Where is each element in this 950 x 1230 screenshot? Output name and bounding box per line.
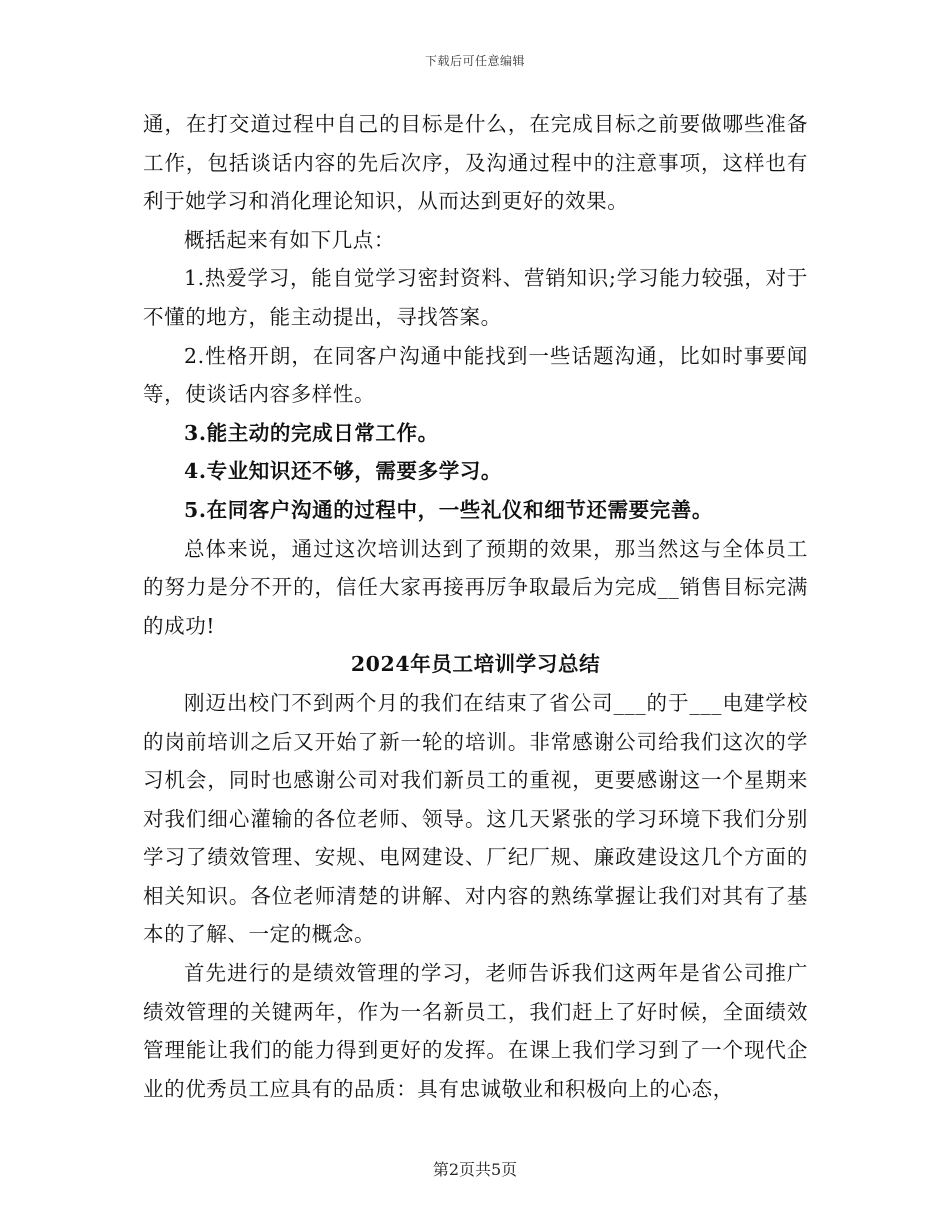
paragraph-summary-lead: 概括起来有如下几点： [184,227,395,252]
list-item-5: 5.在同客户沟通的过程中，一些礼仪和细节还需要完善。 [184,497,713,522]
list-item-4: 4.专业知识还不够，需要多学习。 [184,459,502,484]
list-item-3: 3.能主动的完成日常工作。 [184,420,439,445]
page-header: 下载后可任意编辑 [424,54,525,68]
document-body [143,105,808,1108]
list-item-1: 1.热爱学习，能自觉学习密封资料、营销知识;学习能力较强，对于不懂的地方，能主动提出，寻找答案。 [143,266,808,329]
section-title: 2024年员工培训学习总结 [350,652,601,677]
paragraph-intro-continuation: 通，在打交道过程中自己的目标是什么，在完成目标之前要做哪些准备工作，包括谈话内容的先后次序，及沟通过程中的注意事项，这样也有利于她学习和消化理论知识，从而达到更好的效果。 [143,112,808,214]
list-item-2: 2.性格开朗，在同客户沟通中能找到一些话题沟通，比如时事要闻等，使谈话内容多样性。 [143,343,808,407]
page-footer: 第2页共5页 [432,1160,518,1179]
paragraph-performance-management: 首先进行的是绩效管理的学习，老师告诉我们这两年是省公司推广绩效管理的关键两年，作为一名新员工，我们赶上了好时候，全面绩效管理能让我们的能力得到更好的发挥。在课上我们学习到了一个现代企业的优秀员工应具有的品质：具有忠诚敬业和积极向上的心态， [143,961,808,1101]
paragraph-conclusion: 总体来说，通过这次培训达到了预期的效果，那当然这与全体员工的努力是分不开的，信任大家再接再厉争取最后为完成__销售目标完满的成功! [143,536,808,638]
paragraph-training-intro: 刚迈出校门不到两个月的我们在结束了省公司___的于___电建学校的岗前培训之后又开始了新一轮的培训。非常感谢公司给我们这次的学习机会，同时也感谢公司对我们新员工的重视，更要感谢这一个星期来对我们细心灌输的各位老师、领导。这几天紧张的学习环境下我们分别学习了绩效管理、安规、电网建设、厂纪厂规、廉政建设这几个方面的相关知识。各位老师清楚的讲解、对内容的熟练掌握让我们对其有了基本的了解、一定的概念。 [143,690,808,947]
